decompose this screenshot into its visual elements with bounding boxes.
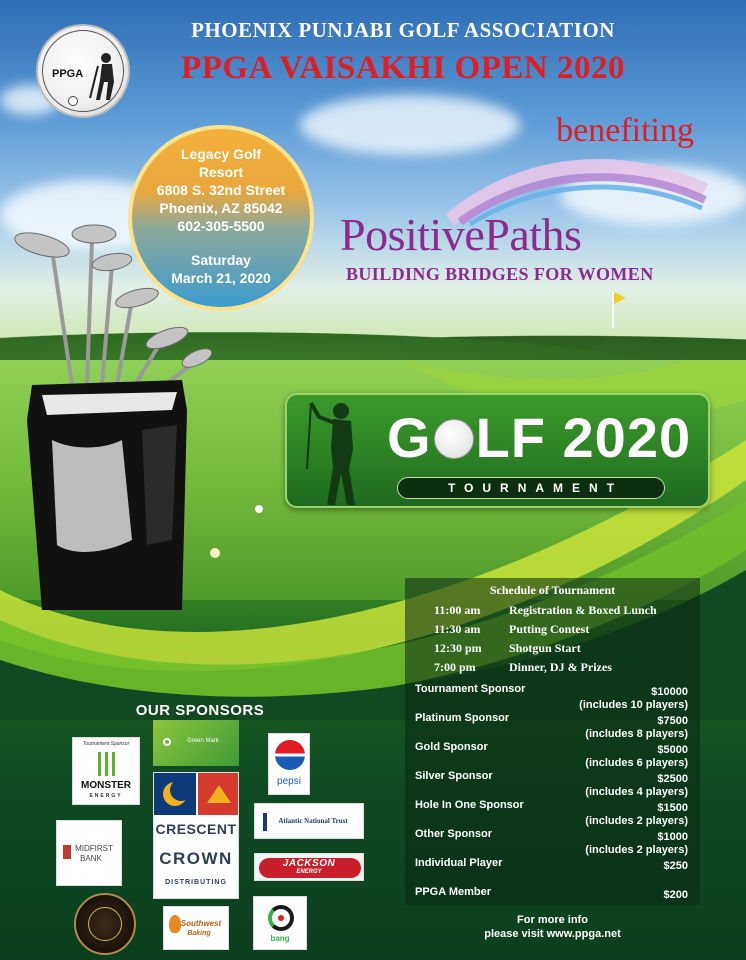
schedule-event: Putting Contest [509, 622, 590, 636]
tier-amount: $200 [663, 889, 688, 901]
event-day: Saturday [191, 252, 251, 268]
sponsor-logo-southwest [163, 906, 229, 950]
tier-note: (includes 10 players) [579, 699, 688, 711]
tier-note: (includes 8 players) [585, 728, 688, 740]
sponsor-line1: JACKSON [282, 858, 336, 869]
beneficiary-name: PositivePaths [340, 209, 582, 260]
schedule-time: 7:00 pm [434, 660, 476, 674]
golf-ball-o-icon [434, 419, 474, 459]
website-link[interactable]: please visit www.ppga.net [484, 928, 621, 940]
crescent-moon-icon [154, 773, 196, 815]
association-name: PHOENIX PUNJABI GOLF ASSOCIATION [191, 18, 615, 42]
golfer-silhouette-icon [305, 399, 365, 507]
headline-letter-g: G [387, 406, 432, 469]
more-info-line1: For more info [517, 914, 588, 926]
sponsor-line3: DISTRIBUTING [165, 879, 227, 886]
sponsor-name: bang [270, 934, 290, 943]
schedule-title: Schedule of Tournament [489, 583, 616, 597]
venue-city: Phoenix, AZ 85042 [159, 200, 283, 216]
tier-note: (includes 6 players) [585, 757, 688, 769]
sponsor-sub: ENERGY [89, 793, 123, 799]
sponsor-line1: CRESCENT [155, 821, 237, 837]
sponsor-logo-bang [253, 896, 307, 950]
headline-rest: LF 2020 [475, 406, 692, 469]
venue-phone: 602-305-5500 [177, 218, 265, 234]
tier-name: PPGA Member [415, 886, 492, 898]
tier-amount: $10000 [651, 686, 688, 698]
logo-initials: PPGA [52, 68, 84, 80]
sponsorship-tiers-panel [405, 678, 700, 905]
tier-amount: $1500 [657, 802, 688, 814]
monster-claw-icon [97, 752, 117, 776]
beneficiary-tagline: BUILDING BRIDGES FOR WOMEN [346, 264, 654, 284]
schedule-panel [405, 578, 700, 678]
sponsor-name: Green Mark [187, 738, 219, 744]
golf-ball-icon [68, 96, 78, 106]
sponsor-name: MONSTER [81, 780, 131, 791]
sponsor-logo-seal [74, 893, 136, 955]
cloud [300, 95, 520, 155]
crown-icon [198, 773, 239, 815]
sponsor-logo-jackson [254, 853, 364, 881]
tier-name: Gold Sponsor [415, 741, 488, 753]
tier-name: Silver Sponsor [415, 770, 493, 782]
more-info [405, 913, 700, 941]
golfer-logo-icon [88, 52, 122, 102]
sponsor-name: Atlantic National Trust [278, 817, 348, 825]
sponsor-logo-atlantic [254, 803, 364, 839]
sponsor-name: pepsi [277, 776, 301, 787]
schedule-time: 11:00 am [434, 603, 481, 617]
sponsor-logo-monster [72, 737, 140, 805]
sponsor-logo-pepsi [268, 733, 310, 795]
sponsor-line2: Baking [187, 930, 211, 937]
golf-2020-headline [387, 405, 691, 470]
golf-tournament-banner [285, 393, 710, 508]
tier-name: Platinum Sponsor [415, 712, 510, 724]
sponsor-line2: BANK [80, 854, 102, 863]
sponsor-line2: CROWN [159, 849, 233, 868]
tier-amount: $7500 [657, 715, 688, 727]
golf-bag-icon [12, 210, 212, 610]
sponsor-line2: ENERGY [296, 869, 322, 875]
sponsor-logo-green [153, 720, 239, 766]
pepsi-globe-icon [275, 740, 305, 770]
flag-icon [612, 292, 614, 328]
benefiting-label: benefiting [556, 112, 694, 149]
schedule-time: 11:30 am [434, 622, 481, 636]
tier-note: (includes 4 players) [585, 786, 688, 798]
tier-name: Tournament Sponsor [415, 683, 526, 695]
sponsor-line1: MIDFIRST [75, 844, 113, 853]
sponsor-logo-crescent-crown [153, 772, 239, 899]
event-date: March 21, 2020 [171, 270, 271, 286]
tier-name: Other Sponsor [415, 828, 493, 840]
schedule-event: Registration & Boxed Lunch [509, 603, 657, 617]
tier-amount: $250 [663, 860, 688, 872]
tier-amount: $5000 [657, 744, 688, 756]
sponsor-tag: Tournament Sponsor [82, 741, 130, 747]
golf-ball-icon [255, 505, 263, 513]
tier-note: (includes 2 players) [585, 815, 688, 827]
sponsor-line1: Southwest [180, 919, 222, 928]
event-title: PPGA VAISAKHI OPEN 2020 [181, 50, 625, 86]
venue-name-line1: Legacy Golf [180, 146, 262, 162]
schedule-event: Dinner, DJ & Prizes [509, 660, 612, 674]
venue-street: 6808 S. 32nd Street [156, 182, 286, 198]
sponsor-logo-midfirst [56, 820, 122, 886]
ppga-logo [36, 24, 130, 118]
tier-amount: $1000 [657, 831, 688, 843]
tier-note: (includes 2 players) [585, 844, 688, 856]
sponsors-title: OUR SPONSORS [135, 702, 265, 719]
tier-name: Individual Player [415, 857, 503, 869]
venue-name-line2: Resort [198, 164, 244, 180]
golf-ball-icon [210, 548, 220, 558]
tournament-label: TOURNAMENT [397, 477, 665, 499]
seal-ring-icon [88, 907, 122, 941]
tier-amount: $2500 [657, 773, 688, 785]
schedule-time: 12:30 pm [434, 641, 482, 655]
tier-name: Hole In One Sponsor [415, 799, 524, 811]
schedule-event: Shotgun Start [509, 641, 581, 655]
